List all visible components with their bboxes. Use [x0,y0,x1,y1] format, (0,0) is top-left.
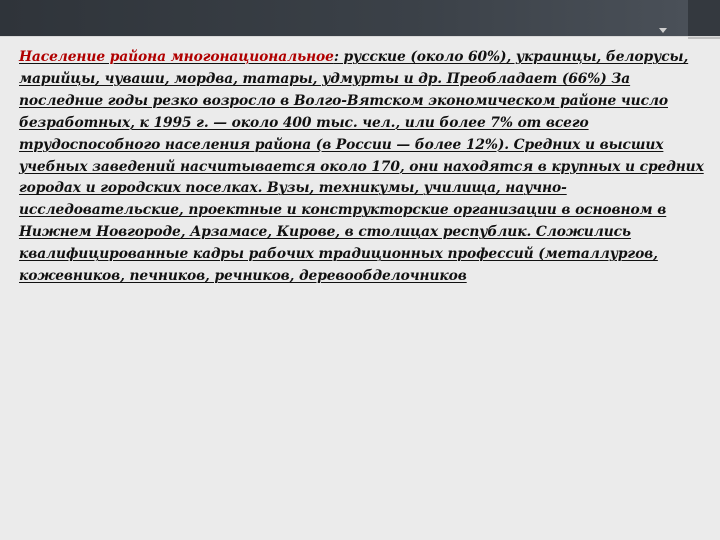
corner-marker-icon [659,28,667,33]
header-divider [0,36,720,37]
header-bar [0,0,720,36]
slide-body-paragraph: : русские (около 60%), украинцы, белорусы, марийцы, чуваши, мордва, татары, удмурты и др. Преобладает (66%) За последние годы резко возросло в Волго-Вятском экономическом районе число безработных, к 1995 г. — около 400 тыс. чел., или более 7% от всего трудоспособного населения района (в России — более 12%). Средних и высших учебных заведений насчитывается около 170, они находятся в крупных и средних городах и городских поселках. Вузы, техникумы, училища, научно-исследовательские, проектные и конструкторские организации в основном в Нижнем Новгороде, Арзамасе, Кирове, в столицах республик. Сложились квалифицированные кадры рабочих традиционных профессий (металлургов, кожевников, печников, речников, деревообделочников [19,49,704,285]
slide-body-text [19,47,704,288]
corner-accent-rule [688,37,720,39]
header-bar-gradient [0,0,688,36]
slide-heading-phrase: Население района многонациональное [19,49,334,65]
